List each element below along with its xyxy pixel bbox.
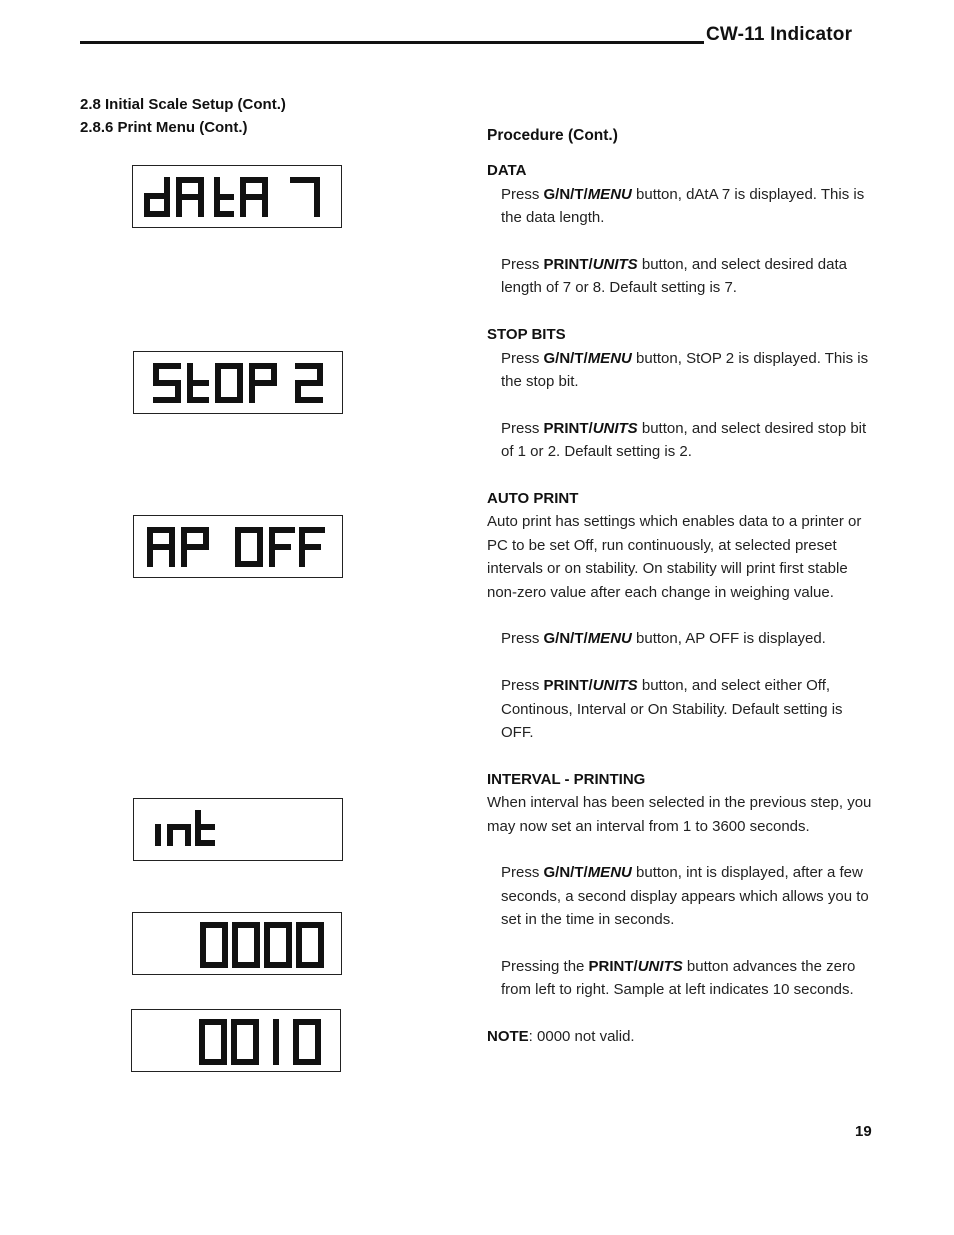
lcd-display-stop <box>133 351 343 414</box>
procedure-column <box>487 124 879 1049</box>
lcd-segments-int <box>134 799 341 859</box>
document-title: CW-11 Indicator <box>706 24 853 45</box>
lcd-display-zero <box>132 912 342 975</box>
lcd-display-ap <box>133 515 343 578</box>
interval-paragraph-2: Pressing the PRINT/UNITS button advances the zero from left to right. Sample at left indicates 10 seconds. <box>501 958 856 999</box>
lcd-segments-stop <box>134 352 341 412</box>
lcd-segments-ap <box>134 516 341 576</box>
auto-paragraph-1: Press G/N/T/MENU button, AP OFF is displayed. <box>501 630 826 648</box>
lcd-segments-ten <box>132 1010 339 1070</box>
data-paragraph-1: Press G/N/T/MENU button, dAtA 7 is displayed. This is the data length. <box>501 185 865 227</box>
interval-paragraph-1: Press G/N/T/MENU button, int is displayed, after a few seconds, a second display appears which allows you to set in the time in seconds. <box>501 864 869 929</box>
note: NOTE: 0000 not valid. <box>487 1028 635 1046</box>
data-paragraph-2: Press PRINT/UNITS button, and select desired data length of 7 or 8. Default setting is 7. <box>501 256 847 297</box>
lcd-display-int <box>133 798 343 861</box>
header-rule <box>80 41 704 44</box>
stop-paragraph-1: Press G/N/T/MENU button, StOP 2 is displayed. This is the stop bit. <box>501 349 869 391</box>
interval-heading: INTERVAL - PRINTING <box>487 770 646 788</box>
page-number: 19 <box>855 1123 872 1140</box>
data-heading: DATA <box>487 162 527 180</box>
lcd-display-ten <box>131 1009 341 1072</box>
auto-paragraph-2: Press PRINT/UNITS button, and select either Off, Continous, Interval or On Stability. Default setting is OFF. <box>501 677 843 742</box>
section-heading: 2.8 Initial Scale Setup (Cont.) <box>80 96 286 113</box>
lcd-segments-data <box>133 166 340 226</box>
interval-intro: When interval has been selected in the previous step, you may now set an interval from 1 to 3600 seconds. <box>487 794 872 835</box>
stop-bits-heading: STOP BITS <box>487 326 566 344</box>
auto-print-intro: Auto print has settings which enables data to a printer or PC to be set Off, run continuously, at selected preset intervals or on stability. On stability will print first stable non-zero value after each change in weighing value. <box>487 513 862 601</box>
subsection-heading: 2.8.6 Print Menu (Cont.) <box>80 119 248 136</box>
auto-print-heading: AUTO PRINT <box>487 490 579 508</box>
procedure-heading: Procedure (Cont.) <box>487 127 618 144</box>
lcd-display-data <box>132 165 342 228</box>
lcd-segments-zero <box>133 913 340 973</box>
stop-paragraph-2: Press PRINT/UNITS button, and select desired stop bit of 1 or 2. Default setting is 2. <box>501 419 867 461</box>
